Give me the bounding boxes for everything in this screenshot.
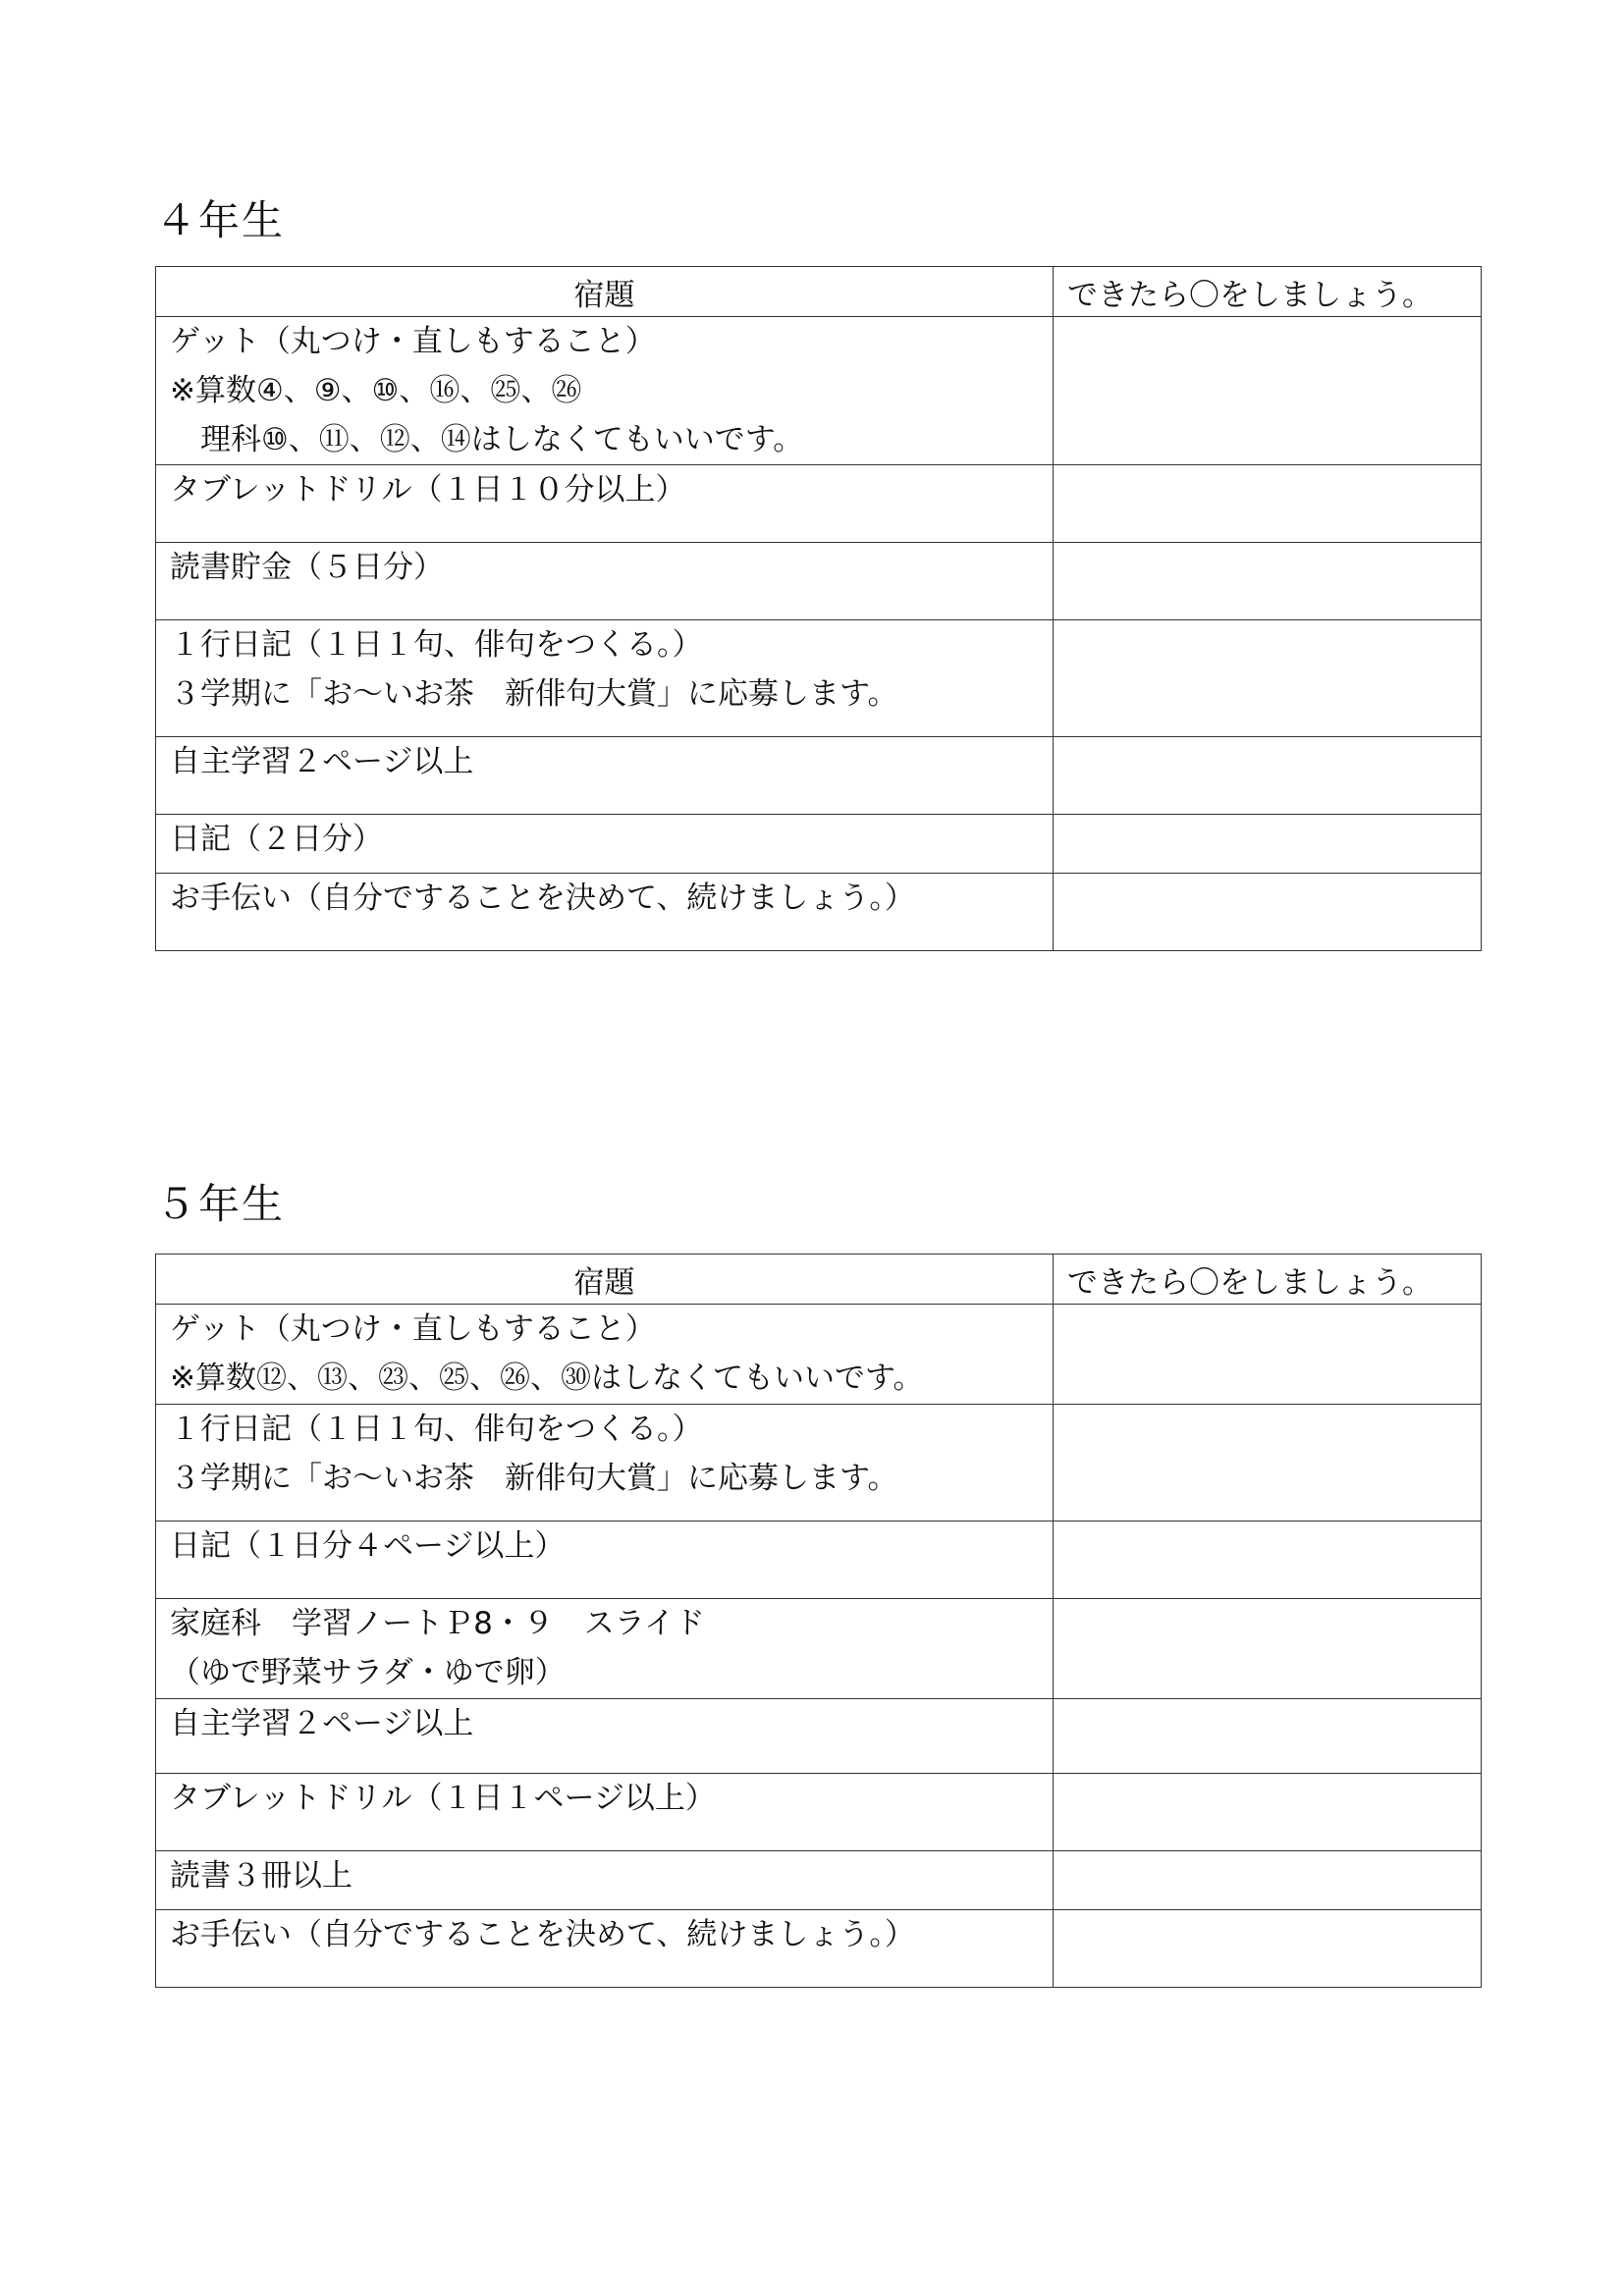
task-cell (156, 620, 1054, 737)
table-row (156, 737, 1482, 815)
table-row (156, 1699, 1482, 1774)
table-row (156, 1305, 1482, 1405)
task-cell (156, 874, 1054, 951)
table-row (156, 874, 1482, 951)
table-header-row (156, 1255, 1482, 1305)
task-line: 日記（１日分４ページ以上） (170, 1528, 566, 1564)
task-line: お手伝い（自分ですることを決めて、続けましょう。） (170, 1917, 915, 1952)
task-cell (156, 543, 1054, 620)
table-row (156, 317, 1482, 465)
check-cell[interactable] (1054, 620, 1482, 737)
table-row (156, 1910, 1482, 1988)
task-line: １行日記（１日１句、俳句をつくる。） (170, 627, 703, 663)
check-cell[interactable] (1054, 317, 1482, 465)
task-cell (156, 1405, 1054, 1522)
table-row (156, 1522, 1482, 1599)
task-cell (156, 1774, 1054, 1851)
task-line: ゲット（丸つけ・直しもすること） (170, 324, 656, 359)
task-cell (156, 1305, 1054, 1405)
grade4-homework-table (155, 266, 1482, 951)
task-line: 読書３冊以上 (170, 1858, 352, 1894)
task-line: タブレットドリル（１日１ページ以上） (170, 1781, 716, 1816)
table-row (156, 1851, 1482, 1910)
task-line: １行日記（１日１句、俳句をつくる。） (170, 1412, 703, 1447)
task-cell (156, 1599, 1054, 1699)
check-cell[interactable] (1054, 1305, 1482, 1405)
header-task: 宿題 (156, 1255, 1054, 1305)
check-cell[interactable] (1054, 1774, 1482, 1851)
check-cell[interactable] (1054, 543, 1482, 620)
grade4-rows (156, 317, 1482, 951)
task-cell (156, 815, 1054, 874)
check-cell[interactable] (1054, 1910, 1482, 1988)
table-row (156, 1774, 1482, 1851)
task-line: ３学期に「お～いお茶 新俳句大賞」に応募します。 (170, 676, 898, 712)
task-line: ゲット（丸つけ・直しもすること） (170, 1311, 656, 1347)
task-cell (156, 1910, 1054, 1988)
table-row (156, 815, 1482, 874)
task-line: 読書貯金（５日分） (170, 550, 444, 585)
task-line: 自主学習２ページ以上 (170, 744, 474, 779)
header-check: できたら〇をしましょう。 (1054, 267, 1482, 317)
task-line: 理科⑩、⑪、⑫、⑭はしなくてもいいです。 (170, 422, 804, 457)
task-line: （ゆで野菜サラダ・ゆで卵） (170, 1655, 566, 1690)
task-line: タブレットドリル（１日１０分以上） (170, 472, 686, 507)
check-cell[interactable] (1054, 1405, 1482, 1522)
header-task: 宿題 (156, 267, 1054, 317)
grade5-heading: ５年生 (155, 1180, 286, 1228)
task-line: 家庭科 学習ノートＰ8・９ スライド (170, 1606, 705, 1641)
grade4-heading: ４年生 (155, 196, 286, 244)
task-cell (156, 1699, 1054, 1774)
task-line: 日記（２日分） (170, 822, 383, 857)
task-line: ※算数④、⑨、⑩、⑯、㉕、㉖ (170, 373, 582, 408)
check-cell[interactable] (1054, 874, 1482, 951)
task-line: ※算数⑫、⑬、㉓、㉕、㉖、㉚はしなくてもいいです。 (170, 1361, 924, 1396)
table-row (156, 620, 1482, 737)
check-cell[interactable] (1054, 1599, 1482, 1699)
task-cell (156, 737, 1054, 815)
table-header-row (156, 267, 1482, 317)
task-cell (156, 317, 1054, 465)
table-row (156, 543, 1482, 620)
table-row (156, 1405, 1482, 1522)
header-check: できたら〇をしましょう。 (1054, 1255, 1482, 1305)
check-cell[interactable] (1054, 1522, 1482, 1599)
task-cell (156, 1851, 1054, 1910)
check-cell[interactable] (1054, 815, 1482, 874)
task-line: 自主学習２ページ以上 (170, 1706, 474, 1741)
check-cell[interactable] (1054, 1851, 1482, 1910)
check-cell[interactable] (1054, 737, 1482, 815)
grade5-rows (156, 1305, 1482, 1988)
table-row (156, 1599, 1482, 1699)
check-cell[interactable] (1054, 1699, 1482, 1774)
task-cell (156, 1522, 1054, 1599)
task-cell (156, 465, 1054, 543)
task-line: お手伝い（自分ですることを決めて、続けましょう。） (170, 881, 915, 916)
check-cell[interactable] (1054, 465, 1482, 543)
grade5-homework-table (155, 1254, 1482, 1988)
table-row (156, 465, 1482, 543)
task-line: ３学期に「お～いお茶 新俳句大賞」に応募します。 (170, 1461, 898, 1496)
